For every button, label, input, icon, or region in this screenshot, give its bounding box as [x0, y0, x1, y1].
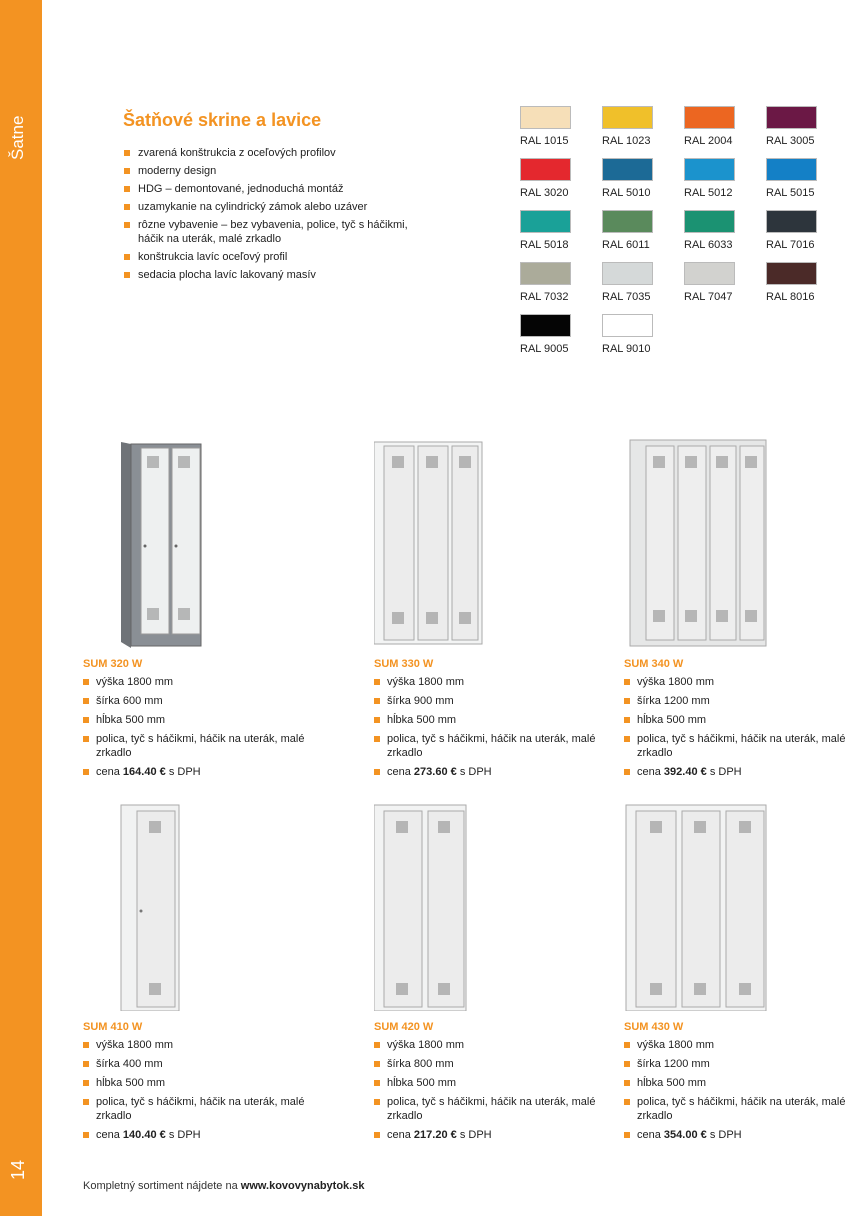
product-card	[624, 436, 854, 784]
color-swatch	[602, 262, 684, 314]
color-label: RAL 5015	[766, 187, 815, 199]
bullet-square-icon	[624, 769, 630, 775]
bullet-square-icon	[83, 769, 89, 775]
color-chip	[684, 106, 735, 129]
spec-height: výška 1800 mm	[374, 1038, 604, 1052]
bullet-square-icon	[374, 1042, 380, 1048]
color-swatch	[520, 262, 602, 314]
locker-image	[83, 799, 313, 1011]
color-swatch	[684, 262, 766, 314]
spec-depth: hĺbka 500 mm	[624, 1076, 854, 1090]
color-swatch	[684, 158, 766, 210]
currency-symbol: €	[700, 1129, 707, 1141]
bullet-square-icon	[124, 272, 130, 278]
spec-height: výška 1800 mm	[624, 675, 854, 689]
spec-depth: hĺbka 500 mm	[374, 1076, 604, 1090]
color-swatch	[602, 314, 684, 366]
feature-item: moderny design	[124, 164, 424, 178]
bullet-square-icon	[374, 1132, 380, 1138]
spec-equipment: polica, tyč s háčikmi, háčik na uterák, malé zrkadlo	[374, 732, 604, 760]
color-label: RAL 6033	[684, 239, 733, 251]
color-chip	[520, 106, 571, 129]
website-link[interactable]: www.kovovynabytok.sk	[240, 1180, 365, 1192]
color-swatch	[602, 106, 684, 158]
color-label: RAL 7016	[766, 239, 815, 251]
spec-depth: hĺbka 500 mm	[624, 713, 854, 727]
color-chip	[602, 210, 653, 233]
spec-depth: hĺbka 500 mm	[374, 713, 604, 727]
spec-equipment: polica, tyč s háčikmi, háčik na uterák, malé zrkadlo	[83, 732, 313, 760]
price-value: 354.00	[663, 1129, 698, 1141]
price-value: 217.20	[413, 1129, 448, 1141]
color-label: RAL 7035	[602, 291, 651, 303]
product-card	[624, 799, 854, 1147]
feature-item: konštrukcia lavíc oceľový profil	[124, 250, 424, 264]
spec-price: cena 164.40 € s DPH	[83, 765, 313, 779]
color-label: RAL 9005	[520, 343, 569, 355]
color-label: RAL 6011	[602, 239, 650, 251]
spec-width: šírka 900 mm	[374, 694, 604, 708]
color-swatch	[520, 210, 602, 262]
color-chip	[520, 314, 571, 337]
bullet-square-icon	[624, 736, 630, 742]
sidebar	[0, 0, 42, 1216]
bullet-square-icon	[624, 1132, 630, 1138]
section-title: Šatne	[8, 115, 27, 160]
currency-symbol: €	[159, 1129, 166, 1141]
locker-1-door-image	[83, 799, 313, 1011]
color-chip	[602, 158, 653, 181]
footer-text: Kompletný sortiment nájdete na	[83, 1180, 238, 1192]
price-value: 140.40	[122, 1129, 157, 1141]
color-chip	[602, 106, 653, 129]
color-label: RAL 3020	[520, 187, 569, 199]
currency-symbol: €	[450, 766, 457, 778]
color-swatch	[684, 210, 766, 262]
bullet-square-icon	[374, 1080, 380, 1086]
spec-equipment: polica, tyč s háčikmi, háčik na uterák, malé zrkadlo	[374, 1095, 604, 1123]
bullet-square-icon	[83, 1042, 89, 1048]
feature-item: zvarená konštrukcia z oceľových profilov	[124, 146, 424, 160]
bullet-square-icon	[624, 1042, 630, 1048]
color-chip	[520, 262, 571, 285]
color-chip	[684, 210, 735, 233]
feature-item: uzamykanie na cylindrický zámok alebo uzáver	[124, 200, 424, 214]
product-card	[83, 436, 313, 784]
bullet-square-icon	[374, 1099, 380, 1105]
color-chip	[766, 210, 817, 233]
spec-width: šírka 1200 mm	[624, 1057, 854, 1071]
color-swatch	[766, 262, 848, 314]
locker-image	[374, 799, 604, 1011]
locker-3-door-wide-image	[624, 799, 854, 1011]
spec-price: cena 217.20 € s DPH	[374, 1128, 604, 1142]
color-label: RAL 5012	[684, 187, 733, 199]
color-chip	[766, 158, 817, 181]
color-chip	[602, 314, 653, 337]
feature-item: rôzne vybavenie – bez vybavenia, police, tyč s háčikmi, háčik na uterák, malé zrkadlo	[124, 218, 424, 246]
product-name: SUM 420 W	[374, 1021, 434, 1033]
bullet-square-icon	[83, 1099, 89, 1105]
bullet-square-icon	[124, 186, 130, 192]
currency-symbol: €	[700, 766, 707, 778]
bullet-square-icon	[83, 1061, 89, 1067]
color-chip	[766, 106, 817, 129]
bullet-square-icon	[374, 736, 380, 742]
spec-width: šírka 600 mm	[83, 694, 313, 708]
bullet-square-icon	[624, 717, 630, 723]
bullet-square-icon	[124, 254, 130, 260]
color-swatch	[684, 106, 766, 158]
product-name: SUM 330 W	[374, 658, 434, 670]
color-swatch	[766, 158, 848, 210]
bullet-square-icon	[374, 698, 380, 704]
product-card	[374, 436, 604, 784]
bullet-square-icon	[374, 1061, 380, 1067]
bullet-square-icon	[83, 1132, 89, 1138]
color-label: RAL 7047	[684, 291, 733, 303]
spec-price: cena 392.40 € s DPH	[624, 765, 854, 779]
spec-width: šírka 400 mm	[83, 1057, 313, 1071]
locker-image	[374, 436, 604, 648]
locker-image	[624, 436, 854, 648]
spec-equipment: polica, tyč s háčikmi, háčik na uterák, malé zrkadlo	[624, 1095, 854, 1123]
currency-symbol: €	[450, 1129, 457, 1141]
spec-height: výška 1800 mm	[83, 675, 313, 689]
locker-image	[624, 799, 854, 1011]
feature-item: HDG – demontované, jednoduchá montáž	[124, 182, 424, 196]
page-title: Šatňové skrine a lavice	[123, 110, 322, 130]
spec-height: výška 1800 mm	[83, 1038, 313, 1052]
product-name: SUM 340 W	[624, 658, 684, 670]
bullet-square-icon	[124, 222, 130, 228]
locker-image	[83, 436, 313, 648]
bullet-square-icon	[83, 736, 89, 742]
color-swatch	[766, 106, 848, 158]
color-swatch	[602, 210, 684, 262]
spec-equipment: polica, tyč s háčikmi, háčik na uterák, malé zrkadlo	[624, 732, 854, 760]
color-label: RAL 5010	[602, 187, 651, 199]
spec-price: cena 354.00 € s DPH	[624, 1128, 854, 1142]
spec-height: výška 1800 mm	[374, 675, 604, 689]
color-swatch-grid	[520, 106, 840, 366]
product-card	[83, 799, 313, 1147]
color-label: RAL 2004	[684, 135, 733, 147]
spec-price: cena 273.60 € s DPH	[374, 765, 604, 779]
color-chip	[602, 262, 653, 285]
currency-symbol: €	[159, 766, 166, 778]
bullet-square-icon	[374, 769, 380, 775]
product-card	[374, 799, 604, 1147]
product-name: SUM 430 W	[624, 1021, 684, 1033]
color-swatch	[602, 158, 684, 210]
bullet-square-icon	[124, 150, 130, 156]
spec-width: šírka 1200 mm	[624, 694, 854, 708]
locker-2-door-white-image	[374, 799, 604, 1011]
color-swatch	[766, 210, 848, 262]
bullet-square-icon	[624, 1099, 630, 1105]
footer	[83, 1180, 364, 1192]
spec-depth: hĺbka 500 mm	[83, 713, 313, 727]
color-label: RAL 7032	[520, 291, 569, 303]
color-swatch	[520, 106, 602, 158]
product-name: SUM 410 W	[83, 1021, 143, 1033]
bullet-square-icon	[374, 717, 380, 723]
color-label: RAL 1015	[520, 135, 569, 147]
bullet-square-icon	[83, 717, 89, 723]
color-chip	[766, 262, 817, 285]
bullet-square-icon	[624, 1061, 630, 1067]
color-label: RAL 3005	[766, 135, 815, 147]
bullet-square-icon	[124, 204, 130, 210]
color-swatch	[520, 314, 602, 366]
feature-list	[124, 146, 424, 286]
color-chip	[684, 262, 735, 285]
color-label: RAL 1023	[602, 135, 651, 147]
color-swatch	[520, 158, 602, 210]
locker-4-door-image	[624, 436, 854, 648]
color-chip	[684, 158, 735, 181]
spec-depth: hĺbka 500 mm	[83, 1076, 313, 1090]
price-value: 392.40	[663, 766, 698, 778]
locker-2-door-grey-image	[83, 436, 313, 648]
page-number: 14	[8, 1159, 28, 1180]
locker-3-door-image	[374, 436, 604, 648]
spec-width: šírka 800 mm	[374, 1057, 604, 1071]
color-chip	[520, 210, 571, 233]
bullet-square-icon	[374, 679, 380, 685]
color-label: RAL 5018	[520, 239, 569, 251]
color-label: RAL 9010	[602, 343, 651, 355]
bullet-square-icon	[83, 679, 89, 685]
price-value: 273.60	[413, 766, 448, 778]
bullet-square-icon	[124, 168, 130, 174]
color-label: RAL 8016	[766, 291, 815, 303]
spec-equipment: polica, tyč s háčikmi, háčik na uterák, malé zrkadlo	[83, 1095, 313, 1123]
bullet-square-icon	[83, 1080, 89, 1086]
bullet-square-icon	[83, 698, 89, 704]
spec-price: cena 140.40 € s DPH	[83, 1128, 313, 1142]
feature-item: sedacia plocha lavíc lakovaný masív	[124, 268, 424, 282]
bullet-square-icon	[624, 679, 630, 685]
price-value: 164.40	[122, 766, 157, 778]
color-chip	[520, 158, 571, 181]
bullet-square-icon	[624, 1080, 630, 1086]
bullet-square-icon	[624, 698, 630, 704]
product-name: SUM 320 W	[83, 658, 143, 670]
spec-height: výška 1800 mm	[624, 1038, 854, 1052]
